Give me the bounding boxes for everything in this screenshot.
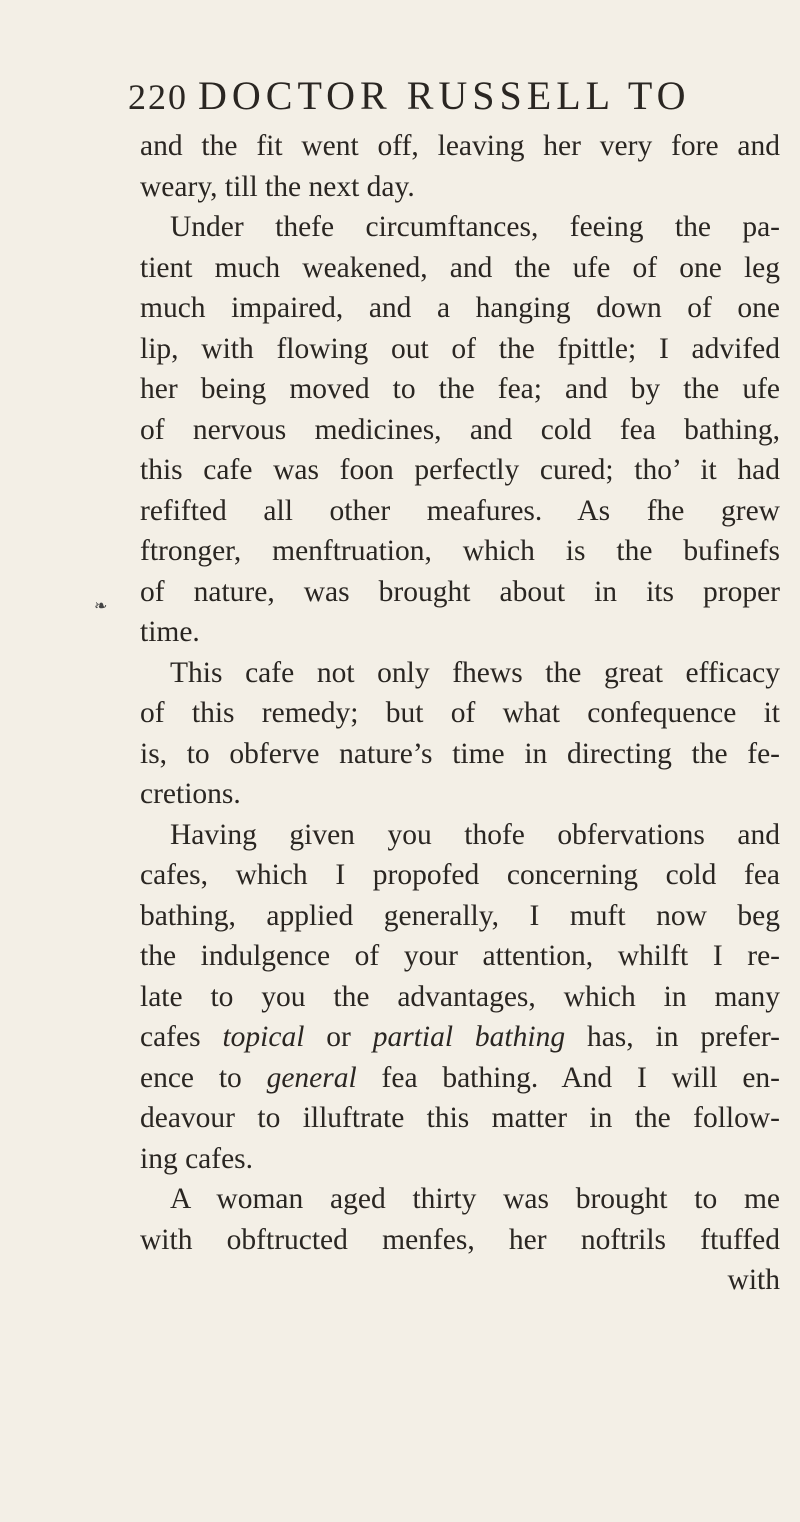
text-line: of nervous medicines, and cold fea bathing, xyxy=(140,413,780,446)
text-line xyxy=(140,1017,780,1058)
text-line: refifted all other meafures. As fhe grew xyxy=(140,494,780,527)
text-line: this cafe was foon perfectly cured; tho’ it had xyxy=(140,454,780,486)
text-line: tient much weakened, and the ufe of one leg xyxy=(140,251,780,284)
text-run: or xyxy=(304,1021,373,1053)
running-title: DOCTOR RUSSELL TO xyxy=(198,73,691,118)
text-line: with xyxy=(727,1264,780,1296)
italic-phrase: partial bathing xyxy=(372,1021,566,1053)
text-line: A woman aged thirty was brought to me xyxy=(170,1183,780,1215)
text-line xyxy=(140,1058,780,1099)
text-line: lip, with flowing out of the fpittle; I advifed xyxy=(140,332,780,365)
text-run: cafes xyxy=(140,1021,223,1053)
text-line: of this remedy; but of what confequence it xyxy=(140,697,780,729)
running-header xyxy=(128,72,690,121)
text-line: Having given you thofe obfervations and xyxy=(170,818,780,851)
text-line: is, to obferve nature’s time in directing the fe- xyxy=(140,737,780,770)
text-run: has, in prefer- xyxy=(565,1021,780,1053)
italic-phrase: general xyxy=(266,1061,357,1094)
text-line: bathing, applied generally, I muft now beg xyxy=(140,899,780,932)
text-line: time. xyxy=(140,616,200,648)
text-run: ence to xyxy=(140,1061,267,1094)
text-line: her being moved to the fea; and by the ufe xyxy=(140,373,780,405)
text-line: the indulgence of your attention, whilft I re- xyxy=(140,940,780,972)
italic-phrase: topical xyxy=(222,1021,305,1053)
text-run: fea bathing. And I will en- xyxy=(356,1061,780,1094)
text-line: and the fit went off, leaving her very fore and xyxy=(140,130,780,162)
margin-mark: ❧ xyxy=(94,598,108,615)
text-line: with obftructed menfes, her noftrils ftuffed xyxy=(140,1223,780,1256)
text-line: cretions. xyxy=(140,778,241,810)
text-line: cafes, which I propofed concerning cold fea xyxy=(140,859,780,891)
text-line: late to you the advantages, which in many xyxy=(140,980,780,1013)
page-number: 220 xyxy=(128,77,188,117)
text-line: deavour to illuftrate this matter in the follow- xyxy=(140,1102,780,1134)
text-line: of nature, was brought about in its proper xyxy=(140,575,780,608)
text-line: This cafe not only fhews the great efficacy xyxy=(170,656,780,689)
text-line: ftronger, menftruation, which is the bufinefs xyxy=(140,535,780,567)
text-line: weary, till the next day. xyxy=(140,170,415,203)
text-line: Under thefe circumftances, feeing the pa- xyxy=(170,211,780,243)
body-text xyxy=(140,126,780,1301)
text-line: ing cafes. xyxy=(140,1142,254,1175)
text-line: much impaired, and a hanging down of one xyxy=(140,292,780,324)
